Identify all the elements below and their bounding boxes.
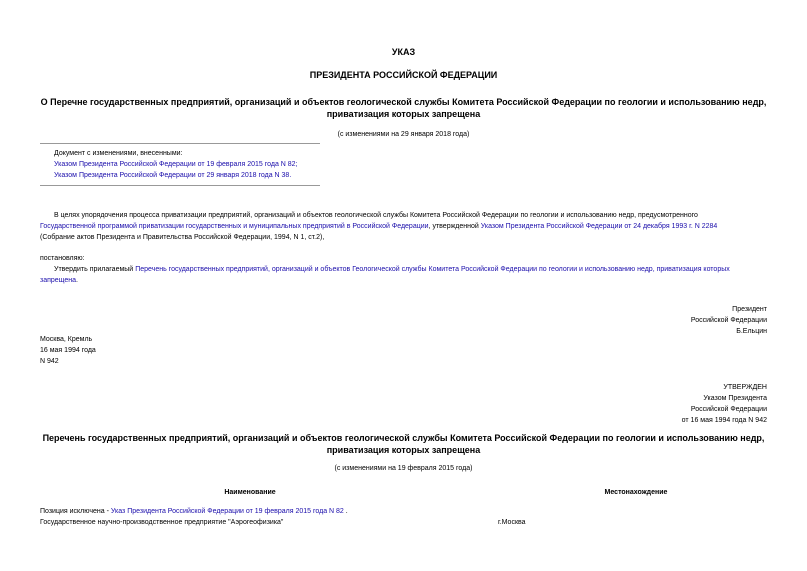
- signature-block: [567, 304, 767, 337]
- list-link-part2[interactable]: запрещена: [40, 277, 77, 284]
- preamble-line1: В целях упорядочения процесса приватизации предприятий, организаций и объектов геологической службы Комитета Российской Федерации по геологии и использованию недр, предусмотренного: [54, 212, 698, 219]
- decree-heading-line2: приватизация которых запрещена: [326, 109, 481, 119]
- approve-line2: [40, 275, 78, 286]
- table-header-name: Наименование: [224, 489, 276, 496]
- excluded-suffix: .: [345, 508, 348, 515]
- excluded-decree-link[interactable]: Указ Президента Российской Федерации от 19 февраля 2015 года N 82: [110, 508, 344, 515]
- approve-text: Утвердить прилагаемый: [54, 266, 134, 273]
- changes-link-1[interactable]: Указом Президента Российской Федерации от 19 февраля 2015 года N 82;: [54, 161, 298, 168]
- excluded-row: [40, 506, 348, 517]
- changes-divider-bottom: [40, 185, 320, 186]
- decree-title: УКАЗ: [391, 47, 416, 57]
- decree-2284-link[interactable]: Указом Президента Российской Федерации от 24 декабря 1993 г. N 2284: [480, 223, 718, 230]
- decree-number: N 942: [40, 358, 59, 365]
- resolve-text: постановляю:: [40, 255, 85, 262]
- approve-line1: [54, 264, 730, 275]
- approved-by: Указом Президента: [703, 395, 767, 402]
- signature-title: Президент: [732, 306, 767, 313]
- approved-text: , утвержденной: [428, 223, 479, 230]
- program-link[interactable]: Государственной программой приватизации государственных и муниципальных предприятий в Российской Федерации: [40, 223, 429, 230]
- changes-intro: Документ с изменениями, внесенными:: [54, 150, 183, 157]
- table-header-location: Местонахождение: [604, 489, 668, 496]
- table-row-name: Государственное научно-производственное предприятие "Аэрогеофизика": [40, 519, 284, 526]
- approved-stamp: УТВЕРЖДЕН: [723, 384, 767, 391]
- place: Москва, Кремль: [40, 336, 93, 343]
- changes-divider-top: [40, 143, 320, 144]
- changes-link-2[interactable]: Указом Президента Российской Федерации от 29 января 2018 года N 38.: [54, 172, 292, 179]
- approved-country: Российской Федерации: [690, 406, 767, 413]
- approved-date: от 16 мая 1994 года N 942: [681, 417, 767, 424]
- preamble-line3: (Собрание актов Президента и Правительства Российской Федерации, 1994, N 1, ст.2),: [40, 234, 325, 241]
- date: 16 мая 1994 года: [40, 347, 96, 354]
- signature-name: Б.Ельцин: [736, 328, 767, 335]
- decree-heading-line1: О Перечне государственных предприятий, организаций и объектов геологической службы Комитета Российской Федерации по геологии и использованию недр,: [40, 97, 767, 107]
- list-link-part1[interactable]: Перечень государственных предприятий, организаций и объектов Геологической службы Комитета Российской Федерации по геологии и использованию недр, приватизация которых: [135, 266, 730, 273]
- excluded-prefix: Позиция исключена -: [40, 508, 109, 515]
- decree-subtitle: ПРЕЗИДЕНТА РОССИЙСКОЙ ФЕДЕРАЦИИ: [309, 70, 498, 80]
- list-heading-line2: приватизация которых запрещена: [326, 445, 481, 455]
- signature-country: Российской Федерации: [690, 317, 767, 324]
- approve-end: .: [76, 277, 78, 284]
- list-edition-note: (с изменениями на 19 февраля 2015 года): [334, 465, 473, 472]
- table-row-location: г.Москва: [498, 519, 526, 526]
- approved-block: [567, 382, 767, 426]
- list-heading-line1: Перечень государственных предприятий, организаций и объектов геологической службы Комитета Российской Федерации по геологии и использованию недр,: [42, 433, 765, 443]
- edition-note: (с изменениями на 29 января 2018 года): [337, 131, 470, 138]
- preamble-line2: [40, 221, 717, 232]
- place-date-block: [40, 334, 96, 367]
